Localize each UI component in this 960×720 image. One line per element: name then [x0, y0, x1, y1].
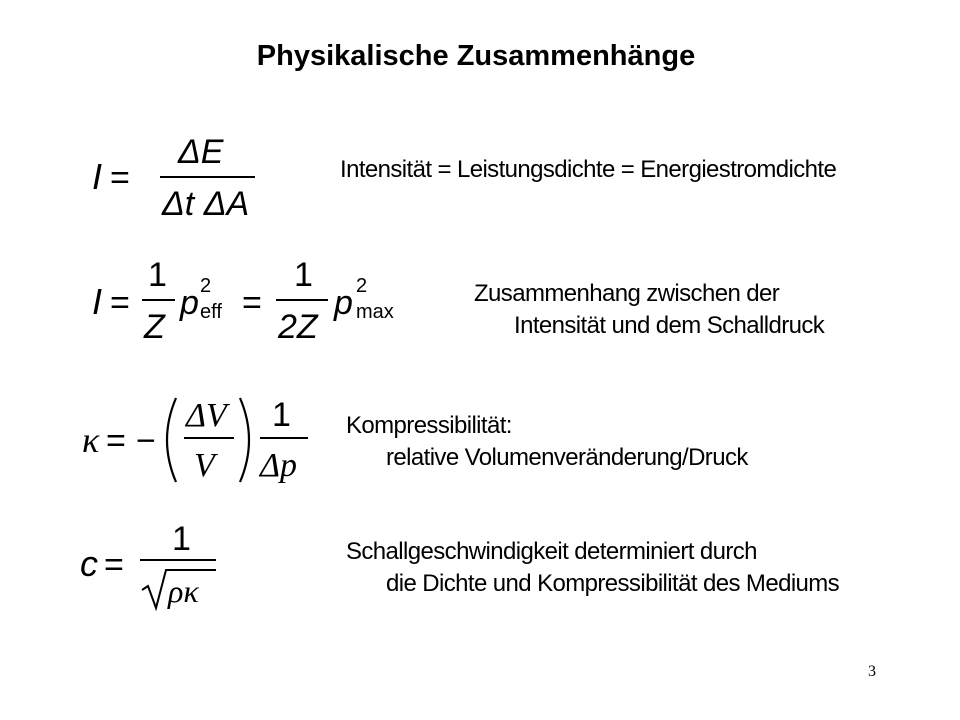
formula-sound-speed-numerator: 1 [172, 520, 191, 558]
p-eff-base: p [180, 284, 199, 322]
slide-title: Physikalische Zusammenhänge [256, 40, 696, 72]
p-max-base: p [334, 284, 353, 322]
description-line: Kompressibilität: [346, 412, 512, 439]
description-sound-speed [346, 536, 839, 600]
fraction1-numerator: ΔV [186, 397, 227, 434]
formula-compressibility [80, 390, 320, 490]
fraction1-denominator: Z [144, 308, 165, 346]
description-compressibility [346, 410, 748, 474]
fraction2-numerator: 1 [272, 396, 291, 434]
formula-intensity-pressure [80, 252, 410, 352]
description-line: Intensität und dem Schalldruck [514, 312, 825, 339]
fraction2-denominator: 2Z [278, 308, 318, 346]
p-max-sub: max [356, 301, 394, 323]
formula-sound-speed-lhs: c [80, 543, 98, 584]
description-line: Zusammenhang zwischen der [474, 280, 780, 307]
formula-sound-speed-eq: = [104, 546, 124, 584]
p-eff-sup: 2 [200, 275, 212, 297]
right-paren [240, 398, 249, 482]
formula-intensity-numerator: ΔE [178, 133, 224, 171]
formula-intensity-lhs: I [92, 156, 103, 197]
p-eff-sub: eff [200, 301, 222, 323]
fraction1-denominator: V [194, 447, 215, 484]
p-max-sup: 2 [356, 275, 368, 297]
formula-intensity [80, 125, 280, 225]
formula-compressibility-lhs: κ [82, 420, 100, 460]
description-line: Schallgeschwindigkeit determiniert durch [346, 538, 757, 565]
formula-intensity-eq: = [110, 159, 130, 197]
formula-intensity-pressure-lhs: I [92, 281, 103, 322]
page-number: 3 [868, 663, 876, 680]
left-paren [167, 398, 176, 482]
description-intensity [340, 154, 836, 186]
description-line: die Dichte und Kompressibilität des Mediums [386, 570, 840, 597]
description-intensity-pressure [474, 278, 824, 342]
formula-sound-speed [80, 520, 230, 620]
formula-intensity-denominator: Δt ΔA [162, 185, 250, 223]
formula-compressibility-eq: = [106, 422, 126, 460]
fraction2-denominator: Δp [260, 447, 297, 484]
formula-compressibility-minus: − [136, 422, 156, 460]
description-line: relative Volumenveränderung/Druck [386, 444, 748, 471]
description-line: Intensität = Leistungsdichte = Energiestromdichte [340, 156, 837, 183]
formula-intensity-pressure-eq2: = [242, 284, 262, 322]
fraction2-numerator: 1 [294, 256, 313, 294]
formula-intensity-pressure-eq: = [110, 284, 130, 322]
fraction1-numerator: 1 [148, 256, 167, 294]
formula-sound-speed-denominator: ρκ [168, 573, 199, 609]
